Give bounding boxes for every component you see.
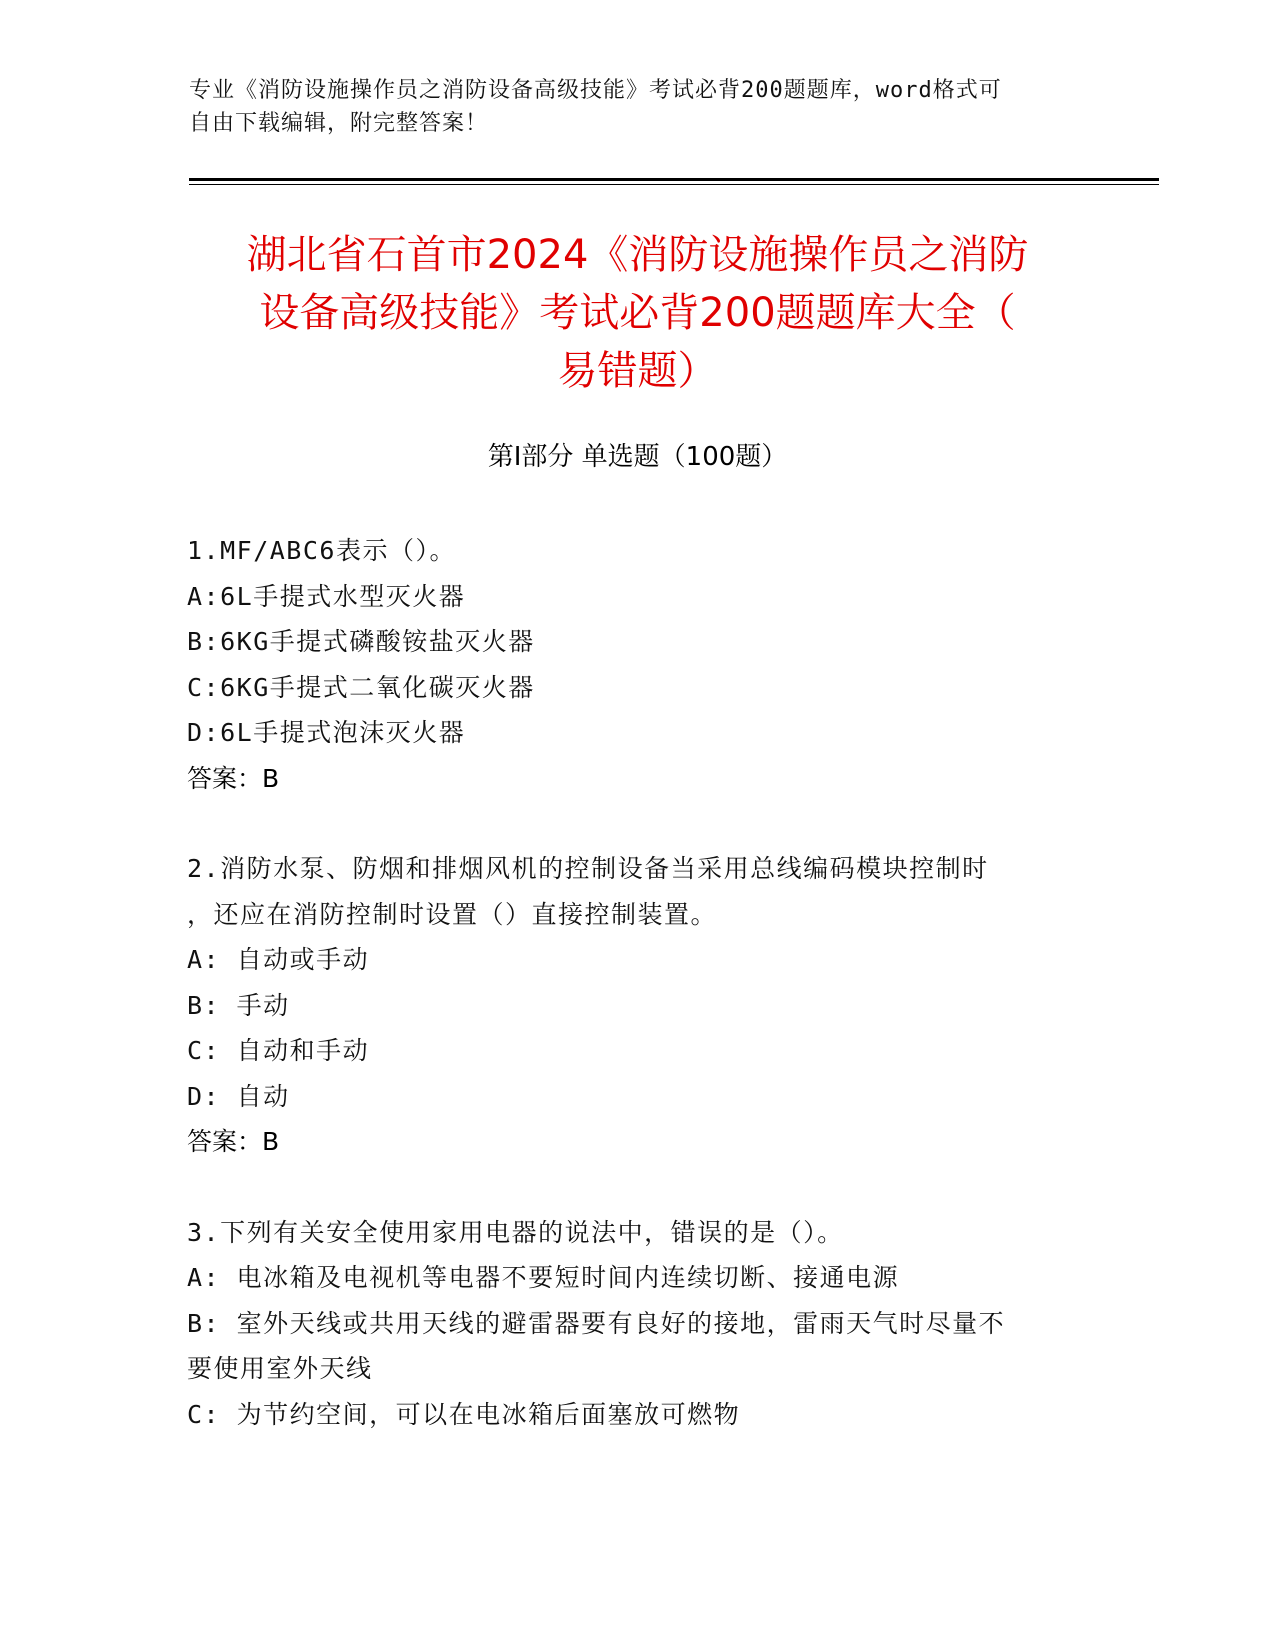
question-item — [187, 1210, 1087, 1438]
answer-key: 答案：B — [187, 1127, 280, 1156]
question-stem: 1.MF/ABC6表示（）。 — [187, 536, 456, 565]
title-line: 易错题） — [557, 348, 718, 394]
title-line: 设备高级技能》考试必背200题题库大全（ — [259, 290, 1016, 336]
header-note — [189, 74, 1069, 140]
header-divider-thin — [189, 184, 1159, 185]
answer-option: A: 电冰箱及电视机等电器不要短时间内连续切断、接通电源 — [187, 1263, 900, 1292]
answer-option: B: 室外天线或共用天线的避雷器要有良好的接地，雷雨天气时尽量不 — [187, 1308, 1006, 1338]
question-list — [187, 528, 1087, 1482]
question-stem: ，还应在消防控制时设置（）直接控制装置。 — [187, 899, 718, 929]
answer-option: A: 自动或手动 — [187, 945, 370, 974]
answer-option: C:6KG手提式二氧化碳灭火器 — [187, 672, 535, 702]
answer-option: C: 自动和手动 — [187, 1036, 370, 1065]
answer-option: B: 手动 — [187, 990, 290, 1020]
title-line: 湖北省石首市2024《消防设施操作员之消防 — [246, 232, 1029, 278]
document-title — [150, 226, 1125, 400]
answer-option: B:6KG手提式磷酸铵盐灭火器 — [187, 627, 535, 656]
section-heading: 第I部分 单选题（100题） — [487, 442, 788, 472]
question-item — [187, 846, 1087, 1165]
header-divider-thick — [189, 178, 1159, 181]
header-note-line: 专业《消防设施操作员之消防设备高级技能》考试必背200题题库，word格式可 — [189, 78, 1002, 103]
answer-option: A:6L手提式水型灭火器 — [187, 581, 466, 611]
answer-option: D: 自动 — [187, 1081, 290, 1111]
question-stem: 3.下列有关安全使用家用电器的说法中，错误的是（）。 — [187, 1217, 844, 1247]
header-note-line: 自由下载编辑，附完整答案！ — [189, 111, 489, 136]
answer-option: C: 为节约空间，可以在电冰箱后面塞放可燃物 — [187, 1399, 741, 1429]
question-item — [187, 528, 1087, 801]
answer-key: 答案：B — [187, 763, 280, 793]
answer-option: 要使用室外天线 — [187, 1354, 373, 1383]
question-stem: 2.消防水泵、防烟和排烟风机的控制设备当采用总线编码模块控制时 — [187, 854, 989, 883]
answer-option: D:6L手提式泡沫灭火器 — [187, 718, 466, 747]
